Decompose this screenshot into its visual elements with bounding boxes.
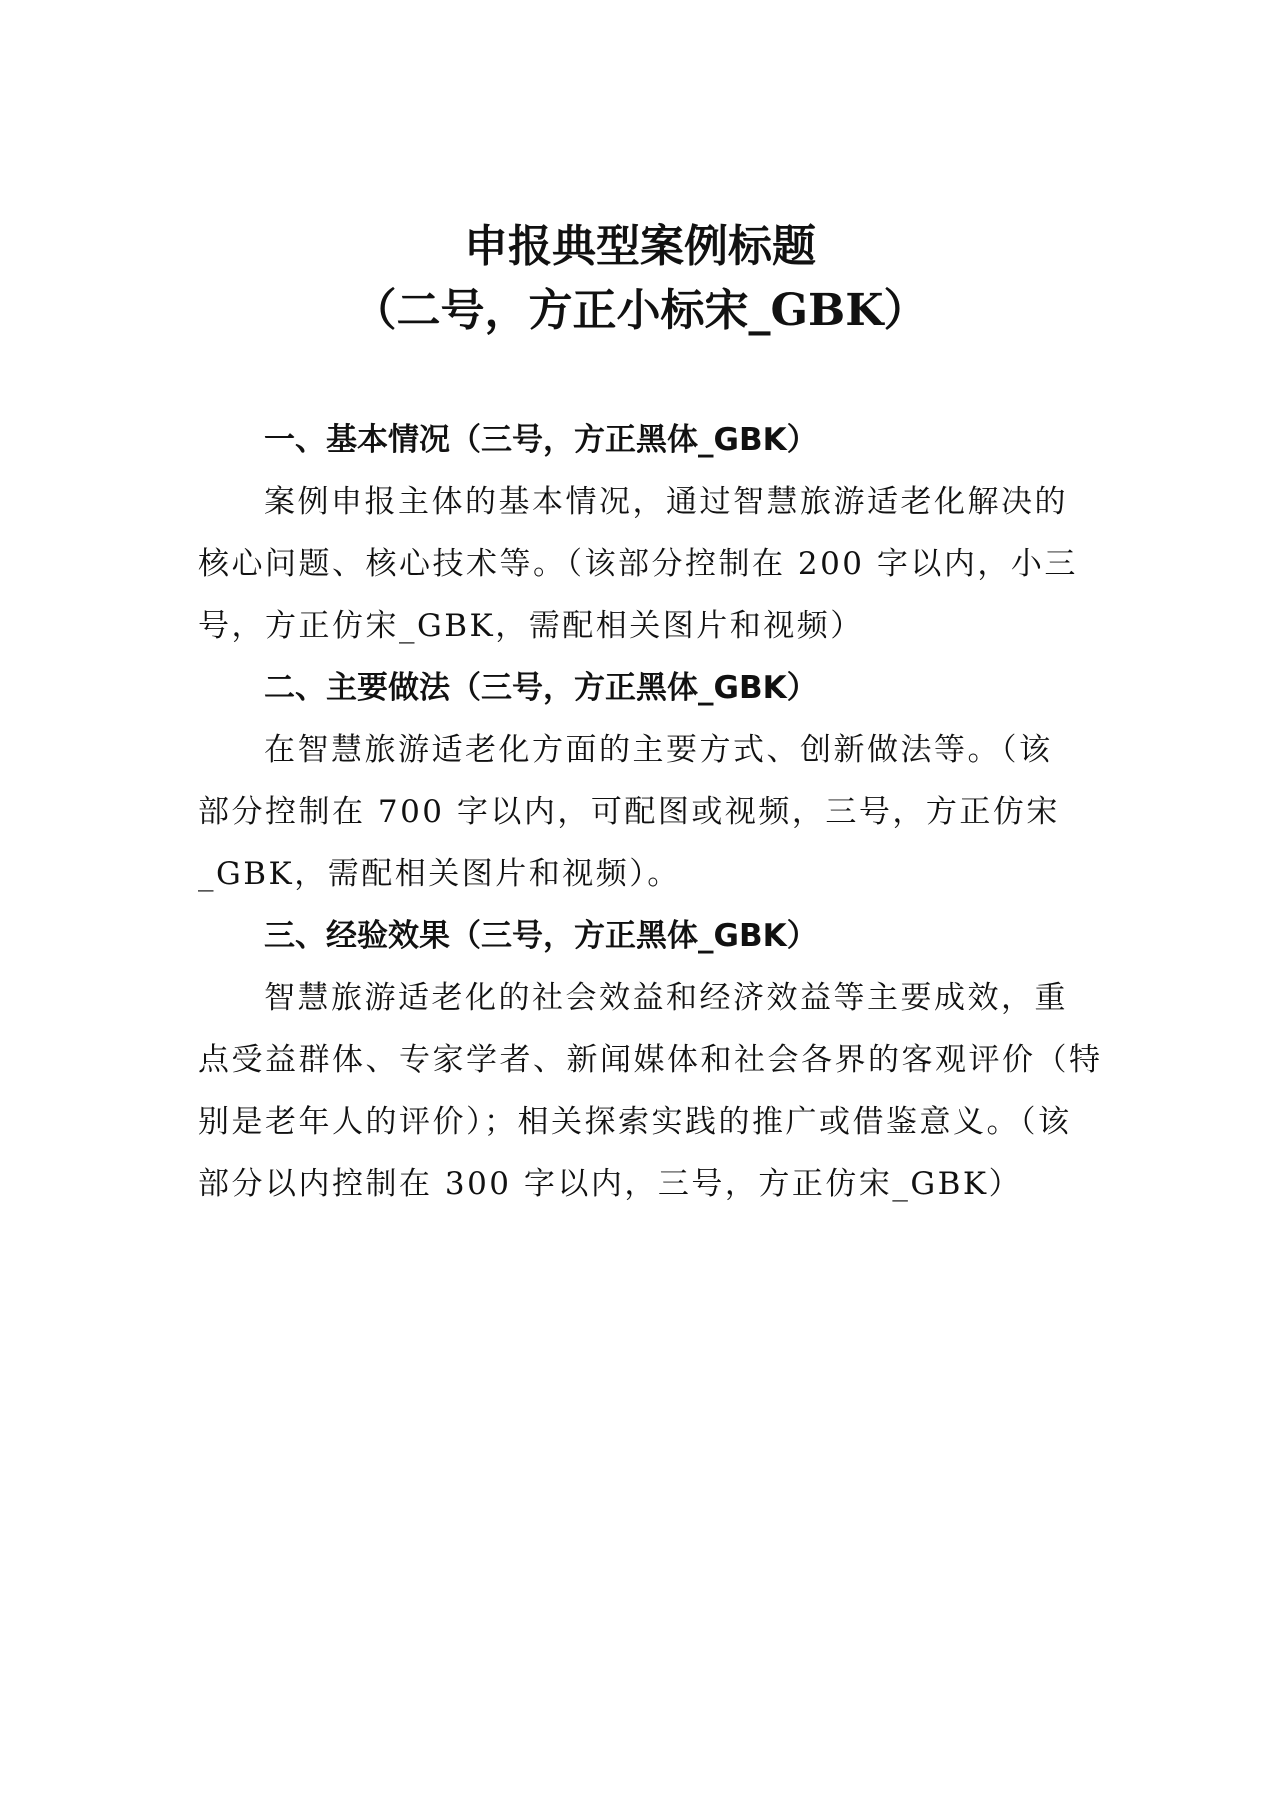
paragraph-line: 部分控制在 700 字以内，可配图或视频，三号，方正仿宋: [198, 794, 1060, 830]
document-title: [0, 215, 1280, 343]
title-line-1: 申报典型案例标题: [464, 221, 816, 272]
section-heading: 三、经验效果（三号，方正黑体_GBK）: [264, 918, 818, 954]
paragraph-line: 部分以内控制在 300 字以内，三号，方正仿宋_GBK）: [198, 1166, 1023, 1202]
paragraph-line: 点受益群体、专家学者、新闻媒体和社会各界的客观评价（特: [198, 1042, 1103, 1078]
section-paragraph: [198, 471, 1092, 657]
paragraph-line: 智慧旅游适老化的社会效益和经济效益等主要成效，重: [264, 980, 1068, 1016]
paragraph-line: 在智慧旅游适老化方面的主要方式、创新做法等。（该: [264, 732, 1053, 768]
section-heading: 一、基本情况（三号，方正黑体_GBK）: [264, 422, 818, 458]
paragraph-line: 别是老年人的评价）；相关探索实践的推广或借鉴意义。（该: [198, 1104, 1072, 1140]
section-paragraph: [198, 967, 1103, 1215]
section-heading: 二、主要做法（三号，方正黑体_GBK）: [264, 670, 818, 706]
paragraph-line: 核心问题、核心技术等。（该部分控制在 200 字以内，小三: [198, 546, 1078, 582]
paragraph-line: 号，方正仿宋_GBK，需配相关图片和视频）: [198, 608, 864, 644]
section-basic-situation: [198, 409, 1092, 657]
document-body: [198, 409, 1103, 1215]
title-line-2: （二号，方正小标宋_GBK）: [352, 285, 928, 336]
section-results: [198, 905, 1103, 1215]
section-main-practices: [198, 657, 1092, 905]
section-paragraph: [198, 719, 1092, 905]
paragraph-line: 案例申报主体的基本情况，通过智慧旅游适老化解决的: [264, 484, 1068, 520]
paragraph-line: _GBK，需配相关图片和视频）。: [198, 856, 681, 892]
